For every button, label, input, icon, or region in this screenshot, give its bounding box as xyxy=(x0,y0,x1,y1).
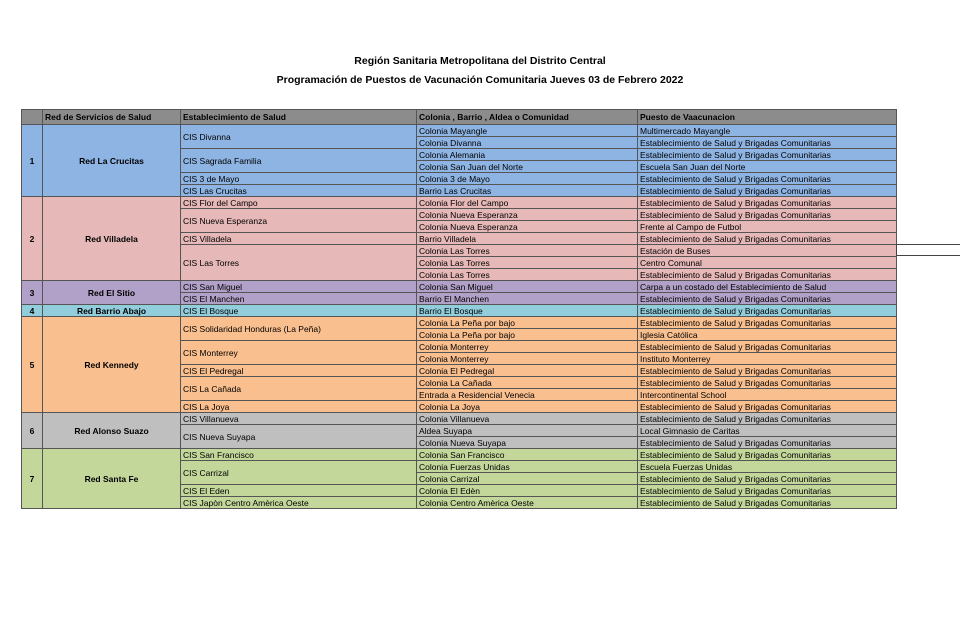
puesto-cell: Multimercado Mayangle xyxy=(638,125,897,137)
puesto-cell: Establecimiento de Salud y Brigadas Comunitarias xyxy=(638,341,897,353)
puesto-cell: Establecimiento de Salud y Brigadas Comunitarias xyxy=(638,173,897,185)
red-servicios-name: Red Alonso Suazo xyxy=(43,413,181,449)
red-servicios-name: Red Santa Fe xyxy=(43,449,181,509)
colonia-cell: Barrio Las Crucitas xyxy=(417,185,638,197)
puesto-cell: Establecimiento de Salud y Brigadas Comunitarias xyxy=(638,413,897,425)
colonia-cell: Colonia Flor del Campo xyxy=(417,197,638,209)
puesto-cell: Establecimiento de Salud y Brigadas Comunitarias xyxy=(638,377,897,389)
puesto-cell: Intercontinental School xyxy=(638,389,897,401)
puesto-cell: Local Gimnasio de Caritas xyxy=(638,425,897,437)
establecimiento-name: CIS Nueva Suyapa xyxy=(181,425,417,449)
puesto-cell: Establecimiento de Salud y Brigadas Comunitarias xyxy=(638,365,897,377)
puesto-cell: Establecimiento de Salud y Brigadas Comunitarias xyxy=(638,485,897,497)
table-row xyxy=(22,281,897,293)
establecimiento-name: CIS Las Torres xyxy=(181,245,417,281)
establecimiento-name: CIS Las Crucitas xyxy=(181,185,417,197)
header-establecimiento: Establecimiento de Salud xyxy=(181,110,417,125)
establecimiento-name: CIS Villadela xyxy=(181,233,417,245)
colonia-cell: Barrio El Bosque xyxy=(417,305,638,317)
document-title: Región Sanitaria Metropolitana del Distrito Central xyxy=(354,55,606,67)
puesto-cell: Establecimiento de Salud y Brigadas Comunitarias xyxy=(638,149,897,161)
table-body xyxy=(22,125,897,509)
group-number: 6 xyxy=(22,413,43,449)
establecimiento-name: CIS Nueva Esperanza xyxy=(181,209,417,233)
establecimiento-name: CIS San Miguel xyxy=(181,281,417,293)
puesto-cell: Instituto Monterrey xyxy=(638,353,897,365)
puesto-cell: Establecimiento de Salud y Brigadas Comunitarias xyxy=(638,209,897,221)
puesto-cell: Establecimiento de Salud y Brigadas Comunitarias xyxy=(638,137,897,149)
puesto-cell: Escuela San Juan del Norte xyxy=(638,161,897,173)
red-servicios-name: Red Villadela xyxy=(43,197,181,281)
colonia-cell: Colonia Divanna xyxy=(417,137,638,149)
table-row xyxy=(22,197,897,209)
group-number: 3 xyxy=(22,281,43,305)
empty-side-cell xyxy=(896,244,960,256)
colonia-cell: Entrada a Residencial Venecia xyxy=(417,389,638,401)
table-row xyxy=(22,449,897,461)
red-servicios-name: Red Barrio Abajo xyxy=(43,305,181,317)
colonia-cell: Colonia El Pedregal xyxy=(417,365,638,377)
table-row xyxy=(22,413,897,425)
puesto-cell: Establecimiento de Salud y Brigadas Comunitarias xyxy=(638,293,897,305)
puesto-cell: Establecimiento de Salud y Brigadas Comunitarias xyxy=(638,437,897,449)
puesto-cell: Frente al Campo de Futbol xyxy=(638,221,897,233)
colonia-cell: Colonia Centro Amèrica Oeste xyxy=(417,497,638,509)
establecimiento-name: CIS Solidaridad Honduras (La Peña) xyxy=(181,317,417,341)
establecimiento-name: CIS La Cañada xyxy=(181,377,417,401)
puesto-cell: Establecimiento de Salud y Brigadas Comunitarias xyxy=(638,305,897,317)
establecimiento-name: CIS Villanueva xyxy=(181,413,417,425)
colonia-cell: Colonia Nueva Suyapa xyxy=(417,437,638,449)
colonia-cell: Colonia La Cañada xyxy=(417,377,638,389)
colonia-cell: Colonia Mayangle xyxy=(417,125,638,137)
establecimiento-name: CIS Sagrada Familia xyxy=(181,149,417,173)
establecimiento-name: CIS Flor del Campo xyxy=(181,197,417,209)
vaccination-schedule-table xyxy=(21,109,897,509)
red-servicios-name: Red Kennedy xyxy=(43,317,181,413)
colonia-cell: Barrio El Manchen xyxy=(417,293,638,305)
colonia-cell: Colonia La Joya xyxy=(417,401,638,413)
colonia-cell: Colonia Monterrey xyxy=(417,341,638,353)
puesto-cell: Establecimiento de Salud y Brigadas Comunitarias xyxy=(638,401,897,413)
establecimiento-name: CIS El Bosque xyxy=(181,305,417,317)
colonia-cell: Colonia Alemania xyxy=(417,149,638,161)
puesto-cell: Establecimiento de Salud y Brigadas Comunitarias xyxy=(638,197,897,209)
group-number: 7 xyxy=(22,449,43,509)
puesto-cell: Escuela Fuerzas Unidas xyxy=(638,461,897,473)
group-number: 1 xyxy=(22,125,43,197)
colonia-cell: Colonia San Francisco xyxy=(417,449,638,461)
table-row xyxy=(22,125,897,137)
establecimiento-name: CIS La Joya xyxy=(181,401,417,413)
colonia-cell: Aldea Suyapa xyxy=(417,425,638,437)
establecimiento-name: CIS El Manchen xyxy=(181,293,417,305)
puesto-cell: Establecimiento de Salud y Brigadas Comunitarias xyxy=(638,497,897,509)
table-header-row xyxy=(22,110,897,125)
puesto-cell: Establecimiento de Salud y Brigadas Comunitarias xyxy=(638,449,897,461)
table-row xyxy=(22,317,897,329)
puesto-cell: Estación de Buses xyxy=(638,245,897,257)
establecimiento-name: CIS Japòn Centro Amèrica Oeste xyxy=(181,497,417,509)
colonia-cell: Colonia Fuerzas Unidas xyxy=(417,461,638,473)
puesto-cell: Carpa a un costado del Establecimiento de Salud xyxy=(638,281,897,293)
colonia-cell: Colonia El Edèn xyxy=(417,485,638,497)
puesto-cell: Establecimiento de Salud y Brigadas Comunitarias xyxy=(638,269,897,281)
puesto-cell: Establecimiento de Salud y Brigadas Comunitarias xyxy=(638,233,897,245)
colonia-cell: Colonia Villanueva xyxy=(417,413,638,425)
group-number: 4 xyxy=(22,305,43,317)
group-number: 5 xyxy=(22,317,43,413)
table-row xyxy=(22,305,897,317)
establecimiento-name: CIS Monterrey xyxy=(181,341,417,365)
puesto-cell: Iglesia Católica xyxy=(638,329,897,341)
header-colonia: Colonia , Barrio , Aldea o Comunidad xyxy=(417,110,638,125)
colonia-cell: Colonia San Miguel xyxy=(417,281,638,293)
colonia-cell: Colonia San Juan del Norte xyxy=(417,161,638,173)
establecimiento-name: CIS San Francisco xyxy=(181,449,417,461)
colonia-cell: Colonia Nueva Esperanza xyxy=(417,221,638,233)
puesto-cell: Establecimiento de Salud y Brigadas Comunitarias xyxy=(638,317,897,329)
colonia-cell: Colonia La Peña por bajo xyxy=(417,317,638,329)
colonia-cell: Colonia Nueva Esperanza xyxy=(417,209,638,221)
establecimiento-name: CIS Divanna xyxy=(181,125,417,149)
puesto-cell: Establecimiento de Salud y Brigadas Comunitarias xyxy=(638,473,897,485)
colonia-cell: Colonia 3 de Mayo xyxy=(417,173,638,185)
colonia-cell: Colonia Las Torres xyxy=(417,269,638,281)
colonia-cell: Colonia Las Torres xyxy=(417,245,638,257)
puesto-cell: Centro Comunal xyxy=(638,257,897,269)
colonia-cell: Colonia La Peña por bajo xyxy=(417,329,638,341)
colonia-cell: Colonia Monterrey xyxy=(417,353,638,365)
header-red-servicios: Red de Servicios de Salud xyxy=(43,110,181,125)
header-puesto: Puesto de Vaacunacion xyxy=(638,110,897,125)
header-number xyxy=(22,110,43,125)
establecimiento-name: CIS 3 de Mayo xyxy=(181,173,417,185)
establecimiento-name: CIS Carrizal xyxy=(181,461,417,485)
puesto-cell: Establecimiento de Salud y Brigadas Comunitarias xyxy=(638,185,897,197)
red-servicios-name: Red El Sitio xyxy=(43,281,181,305)
red-servicios-name: Red La Crucitas xyxy=(43,125,181,197)
establecimiento-name: CIS El Pedregal xyxy=(181,365,417,377)
colonia-cell: Barrio Villadela xyxy=(417,233,638,245)
colonia-cell: Colonia Carrizal xyxy=(417,473,638,485)
document-subtitle: Programación de Puestos de Vacunación Comunitaria Jueves 03 de Febrero 2022 xyxy=(276,74,684,86)
establecimiento-name: CIS El Eden xyxy=(181,485,417,497)
colonia-cell: Colonia Las Torres xyxy=(417,257,638,269)
group-number: 2 xyxy=(22,197,43,281)
